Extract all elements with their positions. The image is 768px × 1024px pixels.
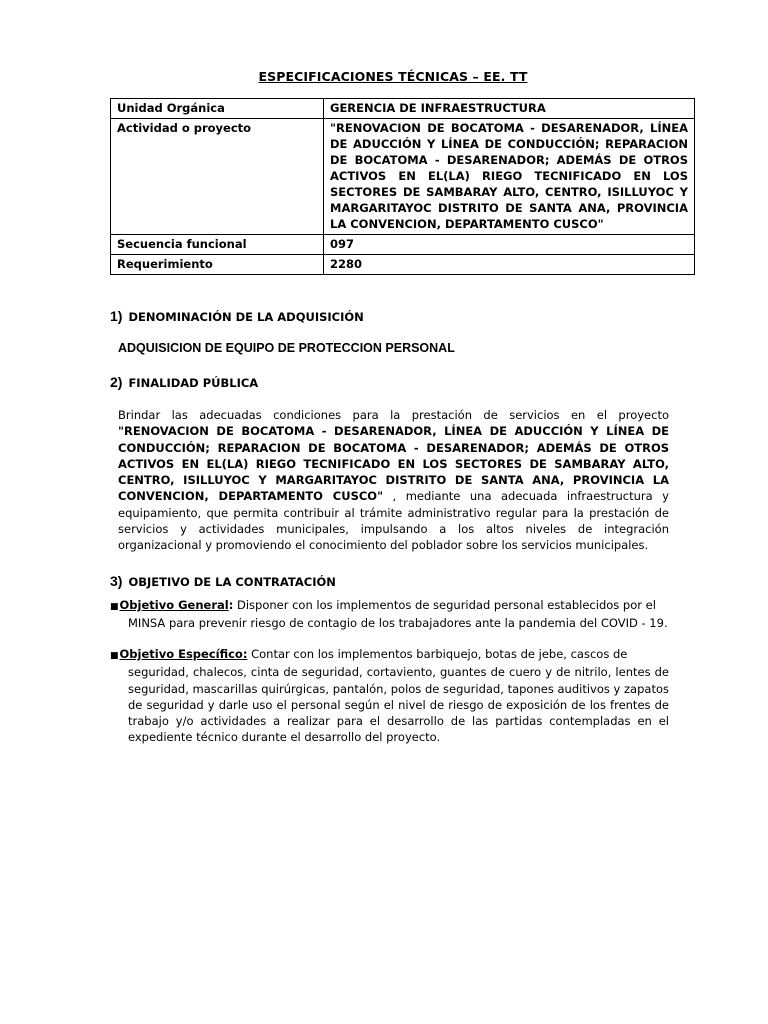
especifico-label: Objetivo Específico:	[119, 647, 248, 661]
objetivo-general	[110, 597, 669, 632]
general-text-line2: MINSA para prevenir riesgo de contagio de los trabajadores ante la pandemia del COVID - 19.	[128, 616, 668, 631]
finalidad-project: "RENOVACION DE BOCATOMA - DESARENADOR, LÍNEA DE ADUCCIÓN Y LÍNEA DE CONDUCCIÓN; REPARACION DE BOCATOMA - DESARENADOR; ADEMÁS DE OTROS ACTIVOS EN EL(LA) RIEGO TECNIFICADO EN LOS SECTORES DE SAMBARAY ALTO, CENTRO, ISILLUYOC Y MARGARITAYOC DISTRITO DE SANTA ANA, PROVINCIA LA CONVENCION, DEPARTAMENTO CUSCO"	[118, 424, 669, 504]
finalidad-intro: Brindar las adecuadas condiciones para la prestación de servicios en el proyecto	[118, 408, 669, 422]
bullet-square-icon: ■	[110, 651, 119, 661]
general-label: Objetivo General	[119, 598, 229, 612]
finalidad-paragraph	[118, 407, 669, 554]
unidad-value: GERENCIA DE INFRAESTRUCTURA	[324, 99, 695, 119]
objetivo-especifico	[110, 646, 669, 746]
section-number: 1)	[110, 308, 123, 324]
actividad-label: Actividad o proyecto	[111, 119, 324, 235]
section-2-heading	[110, 374, 258, 390]
secuencia-label: Secuencia funcional	[111, 235, 324, 255]
general-sep: :	[228, 598, 234, 612]
section-heading-text: OBJETIVO DE LA CONTRATACIÓN	[128, 575, 336, 589]
section-3-heading	[110, 573, 336, 589]
info-table	[110, 98, 695, 275]
secuencia-value: 097	[324, 235, 695, 255]
requerimiento-label: Requerimiento	[111, 255, 324, 275]
actividad-value: "RENOVACION DE BOCATOMA - DESARENADOR, LÍNEA DE ADUCCIÓN Y LÍNEA DE CONDUCCIÓN; REPARACION DE BOCATOMA - DESARENADOR; ADEMÁS DE OTROS ACTIVOS EN EL(LA) RIEGO TECNIFICADO EN LOS SECTORES DE SAMBARAY ALTO, CENTRO, ISILLUYOC Y MARGARITAYOC DISTRITO DE SANTA ANA, PROVINCIA LA CONVENCION, DEPARTAMENTO CUSCO"	[324, 119, 695, 235]
table-row	[111, 99, 695, 119]
table-row	[111, 119, 695, 235]
section-number: 2)	[110, 374, 123, 390]
section-1-heading	[110, 308, 364, 324]
finalidad-rest: , mediante una adecuada infraestructura y equipamiento, que permita contribuir al trámite administrativo regular para la prestación de servicios y actividades municipales, impulsando a los altos niveles de integración organizacional y promoviendo el conocimiento del poblador sobre los servicios municipales.	[118, 489, 669, 553]
section-heading-text: DENOMINACIÓN DE LA ADQUISICIÓN	[128, 310, 364, 324]
unidad-label: Unidad Orgánica	[111, 99, 324, 119]
especifico-text-line1: Contar con los implementos barbiquejo, botas de jebe, cascos de	[247, 647, 628, 661]
section-heading-text: FINALIDAD PÚBLICA	[128, 376, 259, 390]
requerimiento-value: 2280	[324, 255, 695, 275]
bullet-square-icon: ■	[110, 602, 119, 612]
general-text-line1: Disponer con los implementos de seguridad personal establecidos por el	[233, 598, 656, 612]
acquisition-name: ADQUISICION DE EQUIPO DE PROTECCION PERSONAL	[118, 341, 455, 355]
table-row	[111, 255, 695, 275]
especifico-text-rest: seguridad, chalecos, cinta de seguridad, cortaviento, guantes de cuero y de nitrilo, lentes de seguridad, mascarillas quirúrgicas, pantalón, polos de seguridad, tapones auditivos y zapatos de seguridad y darle uso el personal según el nivel de riesgo de exposición de los frentes de trabajo y/o actividades a realizar para el desarrollo de las partidas contempladas en el expediente técnico durante el desarrollo del proyecto.	[128, 665, 669, 745]
table-row	[111, 235, 695, 255]
section-number: 3)	[110, 573, 123, 589]
document-title: ESPECIFICACIONES TÉCNICAS – EE. TT	[258, 69, 528, 84]
